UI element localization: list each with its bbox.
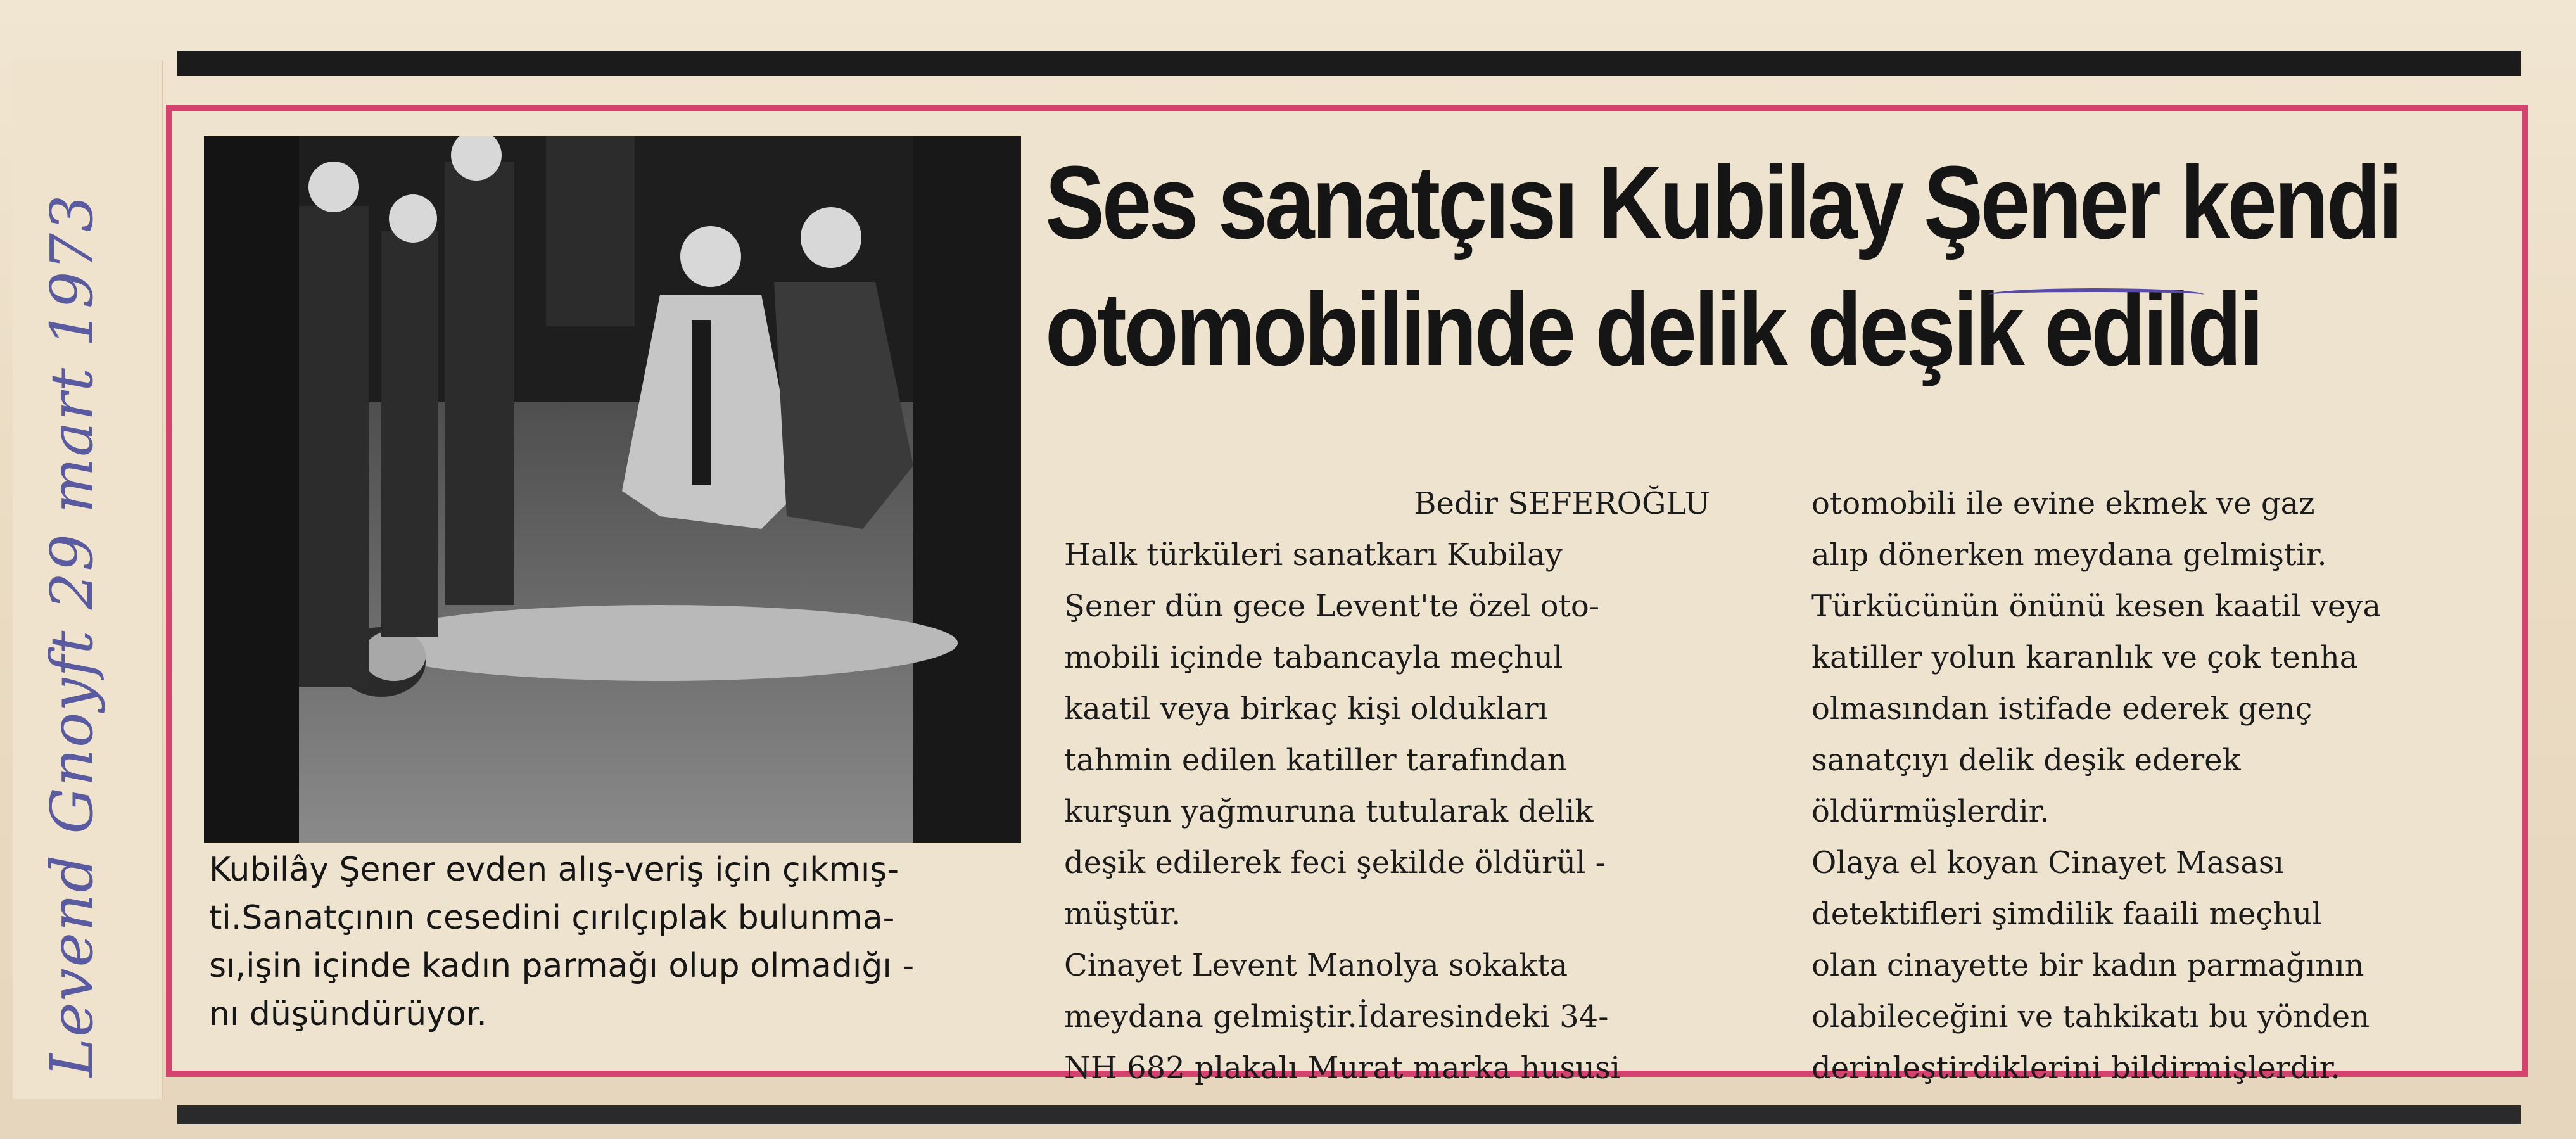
pen-underline-mark — [1989, 288, 2204, 301]
headline-line-2: otomobilinde delik deşik edildi — [1045, 271, 2261, 387]
headline-line-1: Ses sanatçısı Kubilay Şener kendi — [1045, 144, 2401, 260]
handwritten-note: Levend Gnoyft 29 mart 1973 — [38, 193, 106, 1077]
byline: Bedir SEFEROĞLU — [1414, 486, 1710, 521]
column-1-text: Halk türküleri sanatkarı Kubilay Şener dün gece Levent'te özel oto- mobili içinde tabancayla meçhul kaatil veya birkaç kişi oldukları tahmin edilen katiller tarafından kurşun yağmuruna tutularak delik deşik edilerek feci şekilde öldürül - müştür. Cinayet Levent Manolya sokakta meydana gelmiştir.İdaresindeki 34- NH 682 plakalı Murat marka hususi — [1064, 537, 1620, 1086]
bottom-rule — [177, 1105, 2521, 1124]
news-photo — [204, 136, 1021, 843]
top-rule — [177, 51, 2521, 76]
crime-scene-photo-illustration — [204, 136, 1021, 843]
photo-caption: Kubilây Şener evden alış-veriş için çıkmış- ti.Sanatçının cesedini çırılçıplak bulunma- sı,işin içinde kadın parmağı olup olmadığı - nı düşündürüyor. — [209, 851, 915, 1033]
headline — [1045, 139, 2401, 393]
column-2-text: otomobili ile evine ekmek ve gaz alıp dönerken meydana gelmiştir. Türkücünün önünü kesen kaatil veya katiller yolun karanlık ve çok tenha olmasından istifade ederek genç sanatçıyı delik deşik ederek öldürmüşlerdir. Olaya el koyan Cinayet Masası detektifleri şimdilik faaili meçhul olan cinayette bir kadın parmağının olabileceğini ve tahkikatı bu yönden derinleştirdiklerini bildirmişlerdir. — [1811, 486, 2382, 1086]
article-column-1 — [1064, 478, 1742, 1094]
article-column-2 — [1811, 478, 2502, 1094]
